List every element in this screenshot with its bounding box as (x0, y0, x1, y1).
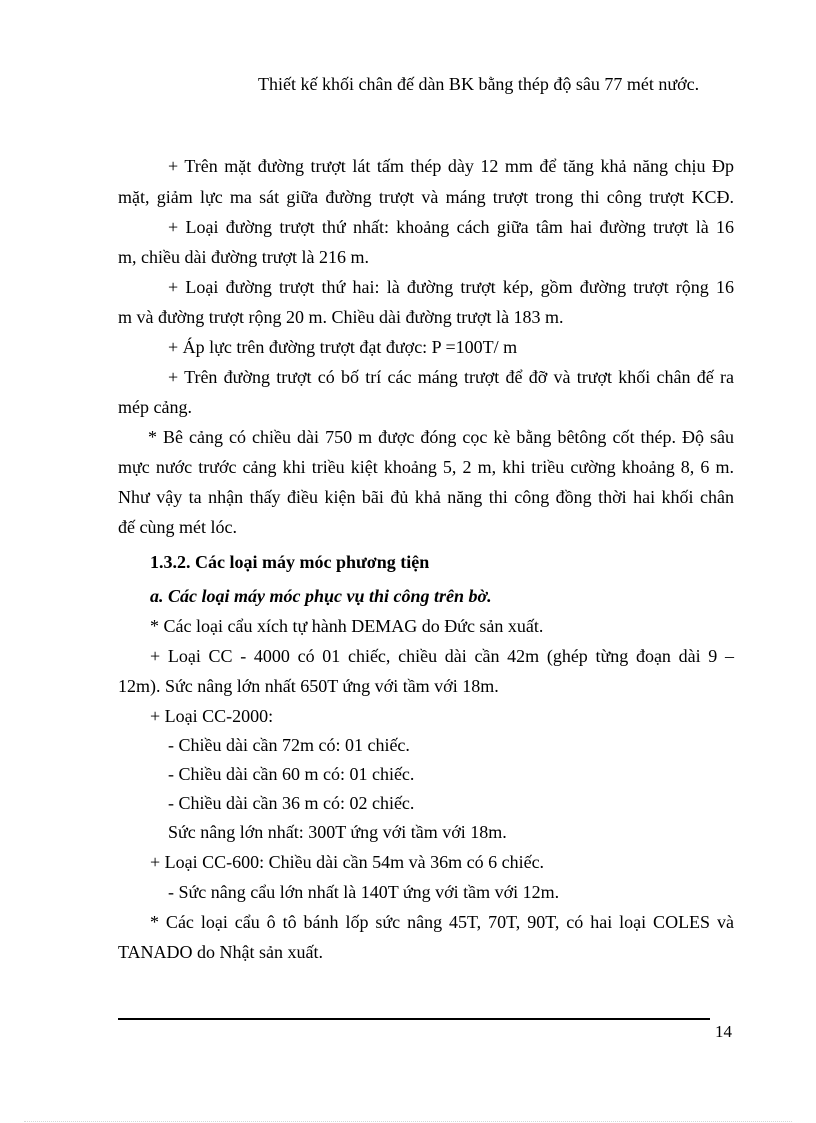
paragraph-line: TANADO do Nhật sản xuất. (118, 942, 324, 962)
section-heading: 1.3.2. Các loại máy móc phương tiện (150, 552, 430, 572)
list-item: - Sức nâng cẩu lớn nhất là 140T ứng với tầm với 12m. (168, 882, 560, 902)
paragraph-line: + Loại đường trượt thứ hai: là đường trượt kép, gồm đường trượt rộng 16 (168, 277, 734, 297)
list-item: - Chiều dài cần 60 m có: 01 chiếc. (168, 764, 415, 784)
paragraph-line: + Loại CC-600: Chiều dài cần 54m và 36m có 6 chiếc. (150, 852, 545, 872)
paragraph-line: Sức nâng lớn nhất: 300T ứng với tầm với 18m. (168, 822, 507, 842)
list-item: - Chiều dài cần 72m có: 01 chiếc. (168, 735, 410, 755)
paragraph-line: * Bê cảng có chiều dài 750 m được đóng cọc kè bằng bêtông cốt thép. Độ sâu (148, 427, 734, 447)
paragraph-line: + Loại CC - 4000 có 01 chiếc, chiều dài cần 42m (ghép từng đoạn dài 9 – (150, 646, 734, 666)
paragraph-line: * Các loại cẩu ô tô bánh lốp sức nâng 45T, 70T, 90T, có hai loại COLES và (150, 912, 734, 932)
footer-rule (118, 1018, 710, 1020)
paragraph-line: mực nước trước cảng khi triều kiệt khoảng 5, 2 m, khi triều cường khoảng 8, 6 m. (118, 457, 734, 477)
paragraph-line: + Trên đường trượt có bố trí các máng trượt để đỡ và trượt khối chân đế ra (168, 367, 734, 387)
paragraph-line: m và đường trượt rộng 20 m. Chiều dài đường trượt là 183 m. (118, 307, 564, 327)
paragraph-line: + Loại đường trượt thứ nhất: khoảng cách giữa tâm hai đường trượt là 16 (168, 217, 734, 237)
paragraph-line: Như vậy ta nhận thấy điều kiện bãi đủ khả năng thi công đồng thời hai khối chân (118, 487, 734, 507)
page-bottom-border (24, 1121, 792, 1122)
paragraph-line: mép cảng. (118, 397, 192, 417)
paragraph-line: đế cùng mét lóc. (118, 517, 237, 537)
paragraph-line: 12m). Sức nâng lớn nhất 650T ứng với tầm với 18m. (118, 676, 499, 696)
page-number: 14 (715, 1022, 732, 1041)
paragraph-line: + Loại CC-2000: (150, 706, 274, 726)
running-header: Thiết kế khối chân đế dàn BK bằng thép độ sâu 77 mét nước. (258, 74, 700, 94)
list-item: - Chiều dài cần 36 m có: 02 chiếc. (168, 793, 415, 813)
paragraph-line: m, chiều dài đường trượt là 216 m. (118, 247, 370, 267)
paragraph-line: * Các loại cẩu xích tự hành DEMAG do Đức sản xuất. (150, 616, 544, 636)
paragraph-line: mặt, giảm lực ma sát giữa đường trượt và máng trượt trong thi công trượt KCĐ. (118, 187, 734, 207)
paragraph-line: + Trên mặt đường trượt lát tấm thép dày 12 mm để tăng khả năng chịu Đp (168, 156, 734, 176)
paragraph-line: + Áp lực trên đường trượt đạt được: P =100T/ m (168, 337, 518, 357)
subsection-heading: a. Các loại máy móc phục vụ thi công trên bờ. (150, 586, 492, 606)
